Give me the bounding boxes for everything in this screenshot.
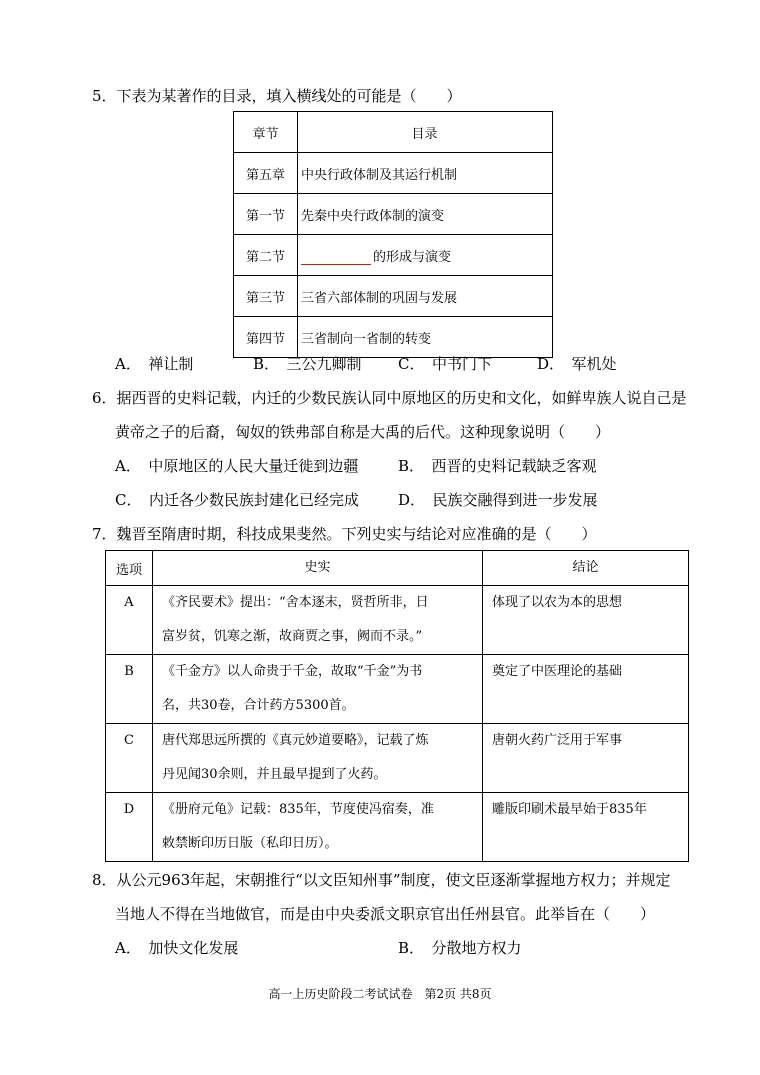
q8-option-a: A． 加快文化发展 <box>115 939 239 957</box>
table-row <box>106 793 689 862</box>
q7-table <box>105 550 689 862</box>
content-text: 的形成与演变 <box>373 249 452 265</box>
q5-stem: 5．下表为某著作的目录，填入横线处的可能是（ ） <box>92 87 462 105</box>
fill-in-blank <box>301 250 371 265</box>
table-header-cell: 史实 <box>153 551 483 586</box>
fact-cell <box>153 724 483 793</box>
option-label: B <box>124 664 134 679</box>
fact-line: 富岁贫，饥寒之渐，故商贾之事，阙而不录。” <box>162 629 423 644</box>
table-row <box>234 194 553 235</box>
fact-cell <box>153 793 483 862</box>
section-cell: 第二节 <box>234 235 298 276</box>
page-footer: 高一上历史阶段二考试试卷 第2页 共8页 <box>268 987 492 1001</box>
section-cell: 第三节 <box>234 276 298 317</box>
option-cell <box>106 793 153 862</box>
table-header-cell: 章节 <box>234 112 298 153</box>
fact-cell <box>153 655 483 724</box>
conclusion-cell: 雕版印刷术最早始于835年 <box>483 793 689 862</box>
section-cell: 第四节 <box>234 317 298 358</box>
q6-option-a: A． 中原地区的人民大量迁徙到边疆 <box>115 457 359 475</box>
q6-option-d: D． 民族交融得到进一步发展 <box>398 491 598 509</box>
content-cell: 三省制向一省制的转变 <box>298 317 553 358</box>
table-row <box>234 235 553 276</box>
q7-stem: 7．魏晋至隋唐时期，科技成果斐然。下列史实与结论对应准确的是（ ） <box>92 525 597 543</box>
fact-line: 《千金方》以人命贵于千金，故取“千金”为书 <box>162 664 423 679</box>
content-cell <box>298 235 553 276</box>
fact-line: 丹见闻30余则，并且最早提到了火药。 <box>162 767 387 782</box>
content-cell: 中央行政体制及其运行机制 <box>298 153 553 194</box>
option-label: D <box>123 802 135 817</box>
section-cell: 第一节 <box>234 194 298 235</box>
q8-option-b: B． 分散地方权力 <box>398 939 522 957</box>
q5-option-a: A． 禅让制 <box>115 355 194 373</box>
table-row <box>234 276 553 317</box>
content-cell: 三省六部体制的巩固与发展 <box>298 276 553 317</box>
table-header-cell: 目录 <box>298 112 553 153</box>
q8-line-1: 8．从公元963年起，宋朝推行“以文臣知州事”制度，使文臣逐渐掌握地方权力；并规定 <box>92 871 671 889</box>
table-header-row <box>234 112 553 153</box>
fact-cell <box>153 586 483 655</box>
option-cell <box>106 586 153 655</box>
table-header-cell: 选项 <box>106 551 153 586</box>
conclusion-cell: 唐朝火药广泛用于军事 <box>483 724 689 793</box>
fact-line: 《齐民要术》提出：“舍本逐末，贤哲所非，日 <box>162 595 429 610</box>
q8-line-2: 当地人不得在当地做官，而是由中央委派文职京官出任州县官。此举旨在（ ） <box>115 905 656 923</box>
q6-line-1: 6．据西晋的史料记载，内迁的少数民族认同中原地区的历史和文化，如鲜卑族人说自己是 <box>92 389 687 407</box>
q5-option-c: C． 中书门下 <box>398 355 492 373</box>
q6-line-2: 黄帝之子的后裔，匈奴的铁弗部自称是大禹的后代。这种现象说明（ ） <box>115 423 611 441</box>
q6-option-b: B． 西晋的史料记载缺乏客观 <box>398 457 597 475</box>
table-row <box>106 724 689 793</box>
table-row <box>106 655 689 724</box>
table-row <box>234 317 553 358</box>
option-cell <box>106 724 153 793</box>
q5-option-b: B． 三公九卿制 <box>253 355 362 373</box>
q5-table <box>233 111 553 358</box>
table-row <box>106 586 689 655</box>
fact-line: 《册府元龟》记载：835年，节度使冯宿奏，准 <box>162 802 434 817</box>
table-row <box>234 153 553 194</box>
section-cell: 第五章 <box>234 153 298 194</box>
conclusion-cell: 奠定了中医理论的基础 <box>483 655 689 724</box>
table-header-row <box>106 551 689 586</box>
fact-line: 名，共30卷，合计药方5300首。 <box>162 698 355 713</box>
q6-option-c: C． 内迁各少数民族封建化已经完成 <box>115 491 359 509</box>
fact-line: 敕禁断印历日版（私印日历）。 <box>162 836 338 851</box>
q5-option-d: D． 军机处 <box>537 355 617 373</box>
option-label: C <box>124 733 134 748</box>
option-cell <box>106 655 153 724</box>
option-label: A <box>124 595 134 610</box>
content-cell: 先秦中央行政体制的演变 <box>298 194 553 235</box>
conclusion-cell: 体现了以农为本的思想 <box>483 586 689 655</box>
table-header-cell: 结论 <box>483 551 689 586</box>
fact-line: 唐代郑思远所撰的《真元妙道要略》，记载了炼 <box>162 733 429 748</box>
